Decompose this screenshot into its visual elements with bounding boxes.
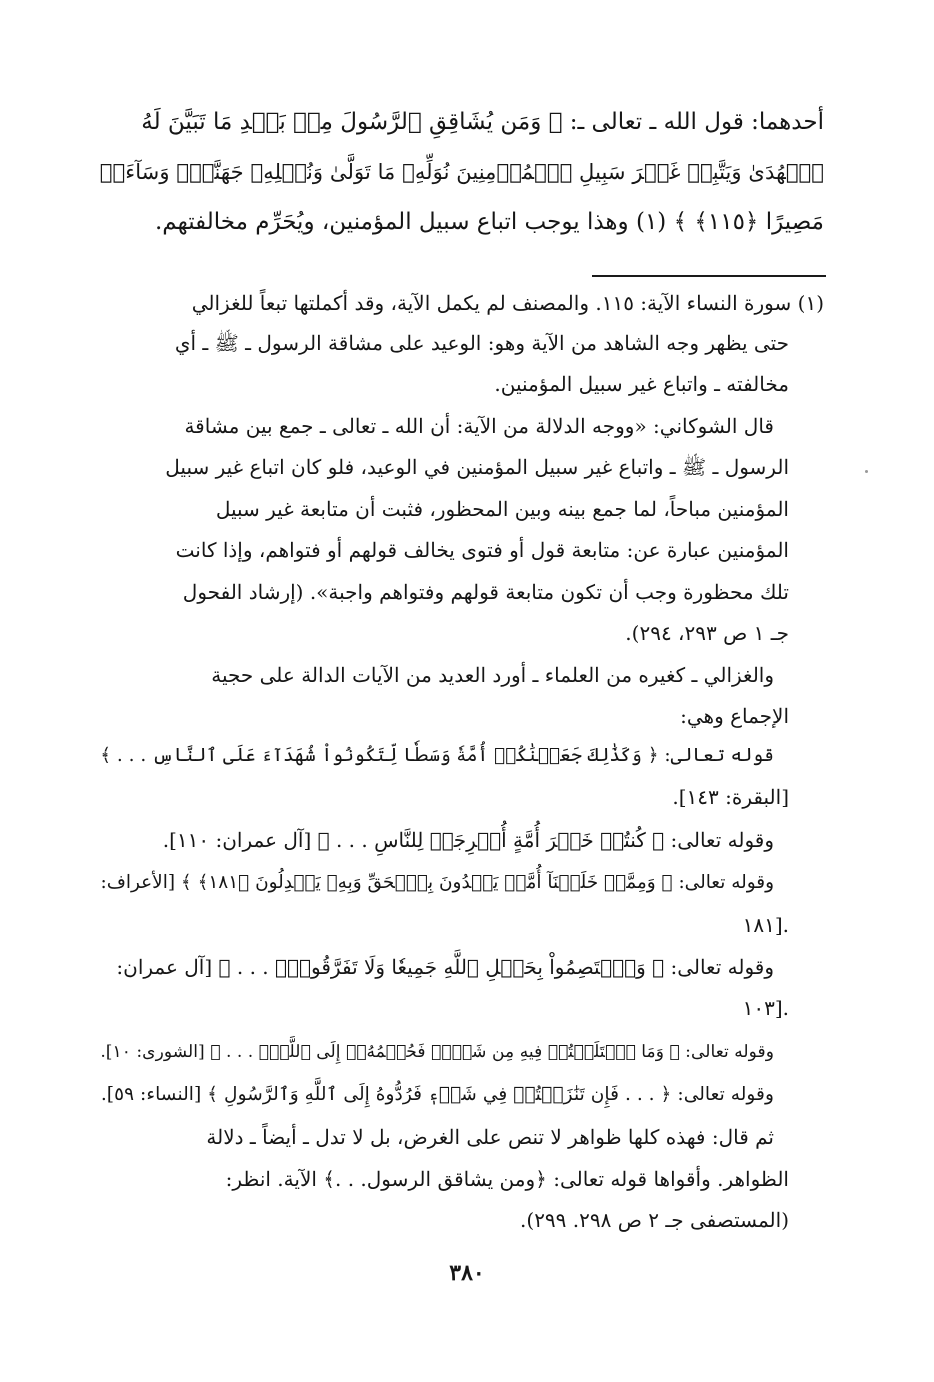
main-text-line-2: ٱلۡهُدَىٰ وَيَتَّبِعۡ غَيۡرَ سَبِيلِ ٱلۡمُؤۡمِنِينَ نُوَلِّهِۦ مَا تَوَلَّىٰ وَنُصۡلِهِۦ جَهَنَّمَۖ وَسَآءَتۡ xyxy=(99,159,824,184)
footnote-line-19: وقوله تعالى: ﴿ وَمَا ٱخۡتَلَفۡتُمۡ فِيهِ مِن شَيۡءٖ فَحُكۡمُهُۥٓ إِلَى ٱللَّهِۚ . . . ﴾ [الشورى: ١٠]. xyxy=(100,1042,774,1062)
footnote-line-18: ١٠٣]. xyxy=(742,996,789,1020)
footnote-line-17: وقوله تعالى: ﴿ وَٱعۡتَصِمُواْ بِحَبۡلِ ٱللَّهِ جَمِيعٗا وَلَا تَفَرَّقُواْۚ . . . ﴾ [آل عمران: xyxy=(116,955,774,979)
footnote-line-14: وقوله تعالى: ﴿ كُنتُمۡ خَيۡرَ أُمَّةٍ أُخۡرِجَتۡ لِلنَّاسِ . . . ﴾ [آل عمران: ١١٠]. xyxy=(162,828,774,852)
footnote-line-1: (١) سورة النساء الآية: ١١٥. والمصنف لم يكمل الآية، وقد أكملتها تبعاً للغزالي xyxy=(191,291,824,315)
footnote-line-11: الإجماع وهي: xyxy=(680,704,789,728)
footnote-line-22: الظواهر. وأقواها قوله تعالى: ﴿ومن يشاقق الرسول. . .﴾ الآية. انظر: xyxy=(225,1167,789,1191)
footnote-line-7: المؤمنين عبارة عن: متابعة قول أو فتوى يخالف قولهم أو فتواهم، وإذا كانت xyxy=(175,538,789,562)
footnote-line-13: [البقرة: ١٤٣]. xyxy=(672,785,789,809)
footnote-line-12: قوله تعالى: ﴿ وَكَذَٰلِكَ جَعَلۡنَٰكُمۡ أُمَّةٗ وَسَطٗا لِّتَكُونُواْ شُهَدَآءَ عَلَى ٱلنَّاسِ . . . ﴾ xyxy=(100,745,774,766)
footnote-line-2: حتى يظهر وجه الشاهد من الآية وهو: الوعيد على مشاقة الرسول ـ ﷺ ـ أي xyxy=(174,331,789,355)
footnote-line-10: والغزالي ـ كغيره من العلماء ـ أورد العديد من الآيات الدالة على حجية xyxy=(211,663,774,687)
footnote-line-16: ١٨١]. xyxy=(742,913,789,937)
footnote-line-5: الرسول ـ ﷺ ـ واتباع غير سبيل المؤمنين في الوعيد، فلو كان اتباع غير سبيل xyxy=(165,455,789,479)
footnote-line-15: وقوله تعالى: ﴿ وَمِمَّنۡ خَلَقۡنَآ أُمَّةٞ يَهۡدُونَ بِٱلۡحَقِّ وَبِهِۦ يَعۡدِلُونَ ﴿١٨١﴾ ﴾ [الأعراف: xyxy=(100,872,774,893)
footnote-line-20: وقوله تعالى: ﴿ . . . فَإِن تَنَٰزَعۡتُمۡ فِي شَيۡءٖ فَرُدُّوهُ إِلَى ٱللَّهِ وَٱلرَّسُولِ ﴾ [النساء: ٥٩]. xyxy=(100,1084,774,1105)
main-text-line-3: مَصِيرًا ﴿١١٥﴾ ﴾ (١) وهذا يوجب اتباع سبيل المؤمنين، ويُحَرِّم مخالفتهم. xyxy=(154,209,824,235)
scan-speck xyxy=(865,470,868,473)
footnote-line-6: المؤمنين مباحاً، لما جمع بينه وبين المحظور، فثبت أن متابعة غير سبيل xyxy=(215,497,789,521)
footnote-line-9: جـ ١ ص ٢٩٣، ٢٩٤). xyxy=(625,621,789,645)
footnote-line-8: تلك محظورة وجب أن تكون متابعة قولهم وفتواهم واجبة». (إرشاد الفحول xyxy=(182,580,789,604)
footnote-line-23: (المستصفى جـ ٢ ص ٢٩٨. ٢٩٩). xyxy=(520,1208,789,1232)
footnote-line-21: ثم قال: فهذه كلها ظواهر لا تنص على الغرض، بل لا تدل ـ أيضاً ـ دلالة xyxy=(206,1125,774,1149)
footnote-separator xyxy=(592,275,826,277)
footnote-line-3: مخالفته ـ واتباع غير سبيل المؤمنين. xyxy=(494,372,789,396)
footnote-line-4: قال الشوكاني: «ووجه الدلالة من الآية: أن الله ـ تعالى ـ جمع بين مشاقة xyxy=(184,414,774,438)
main-text-line-1: أحدهما: قول الله ـ تعالى ـ: ﴿ وَمَن يُشَاقِقِ ٱلرَّسُولَ مِنۢ بَعۡدِ مَا تَبَيَّنَ لَهُ xyxy=(141,109,824,135)
page-number: ٣٨٠ xyxy=(449,1260,485,1286)
